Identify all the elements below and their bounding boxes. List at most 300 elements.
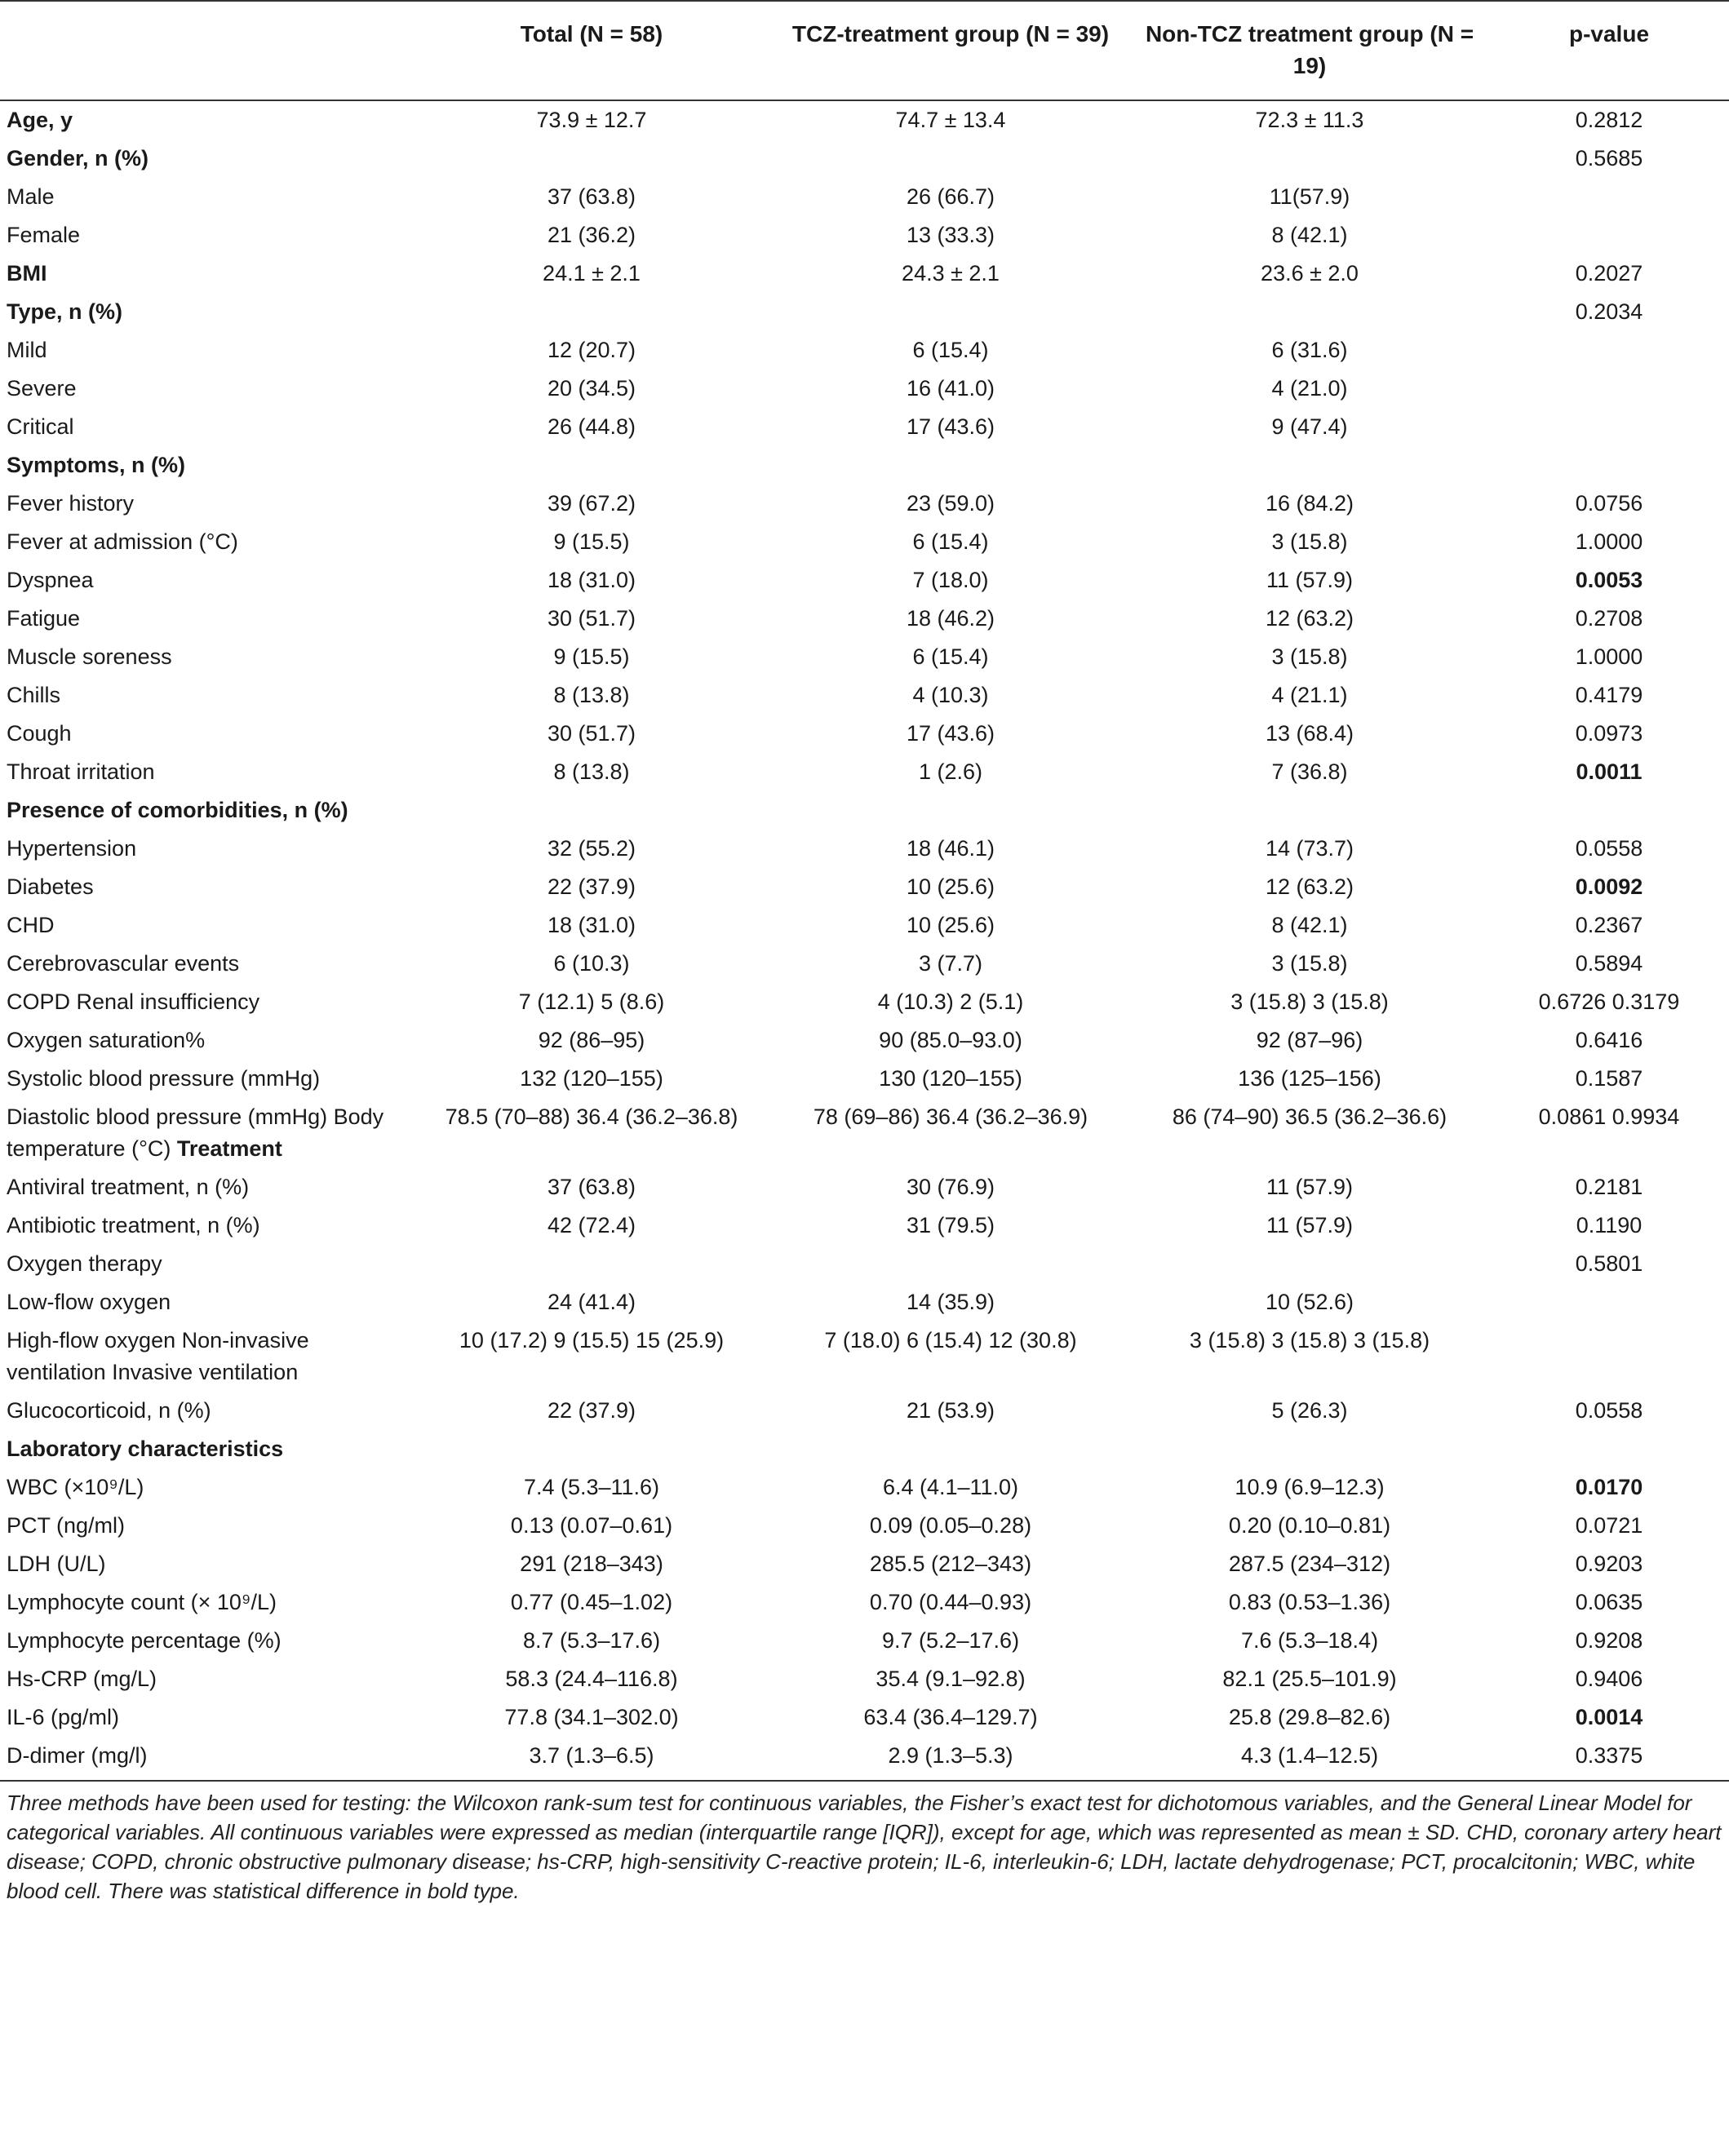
cell-nontcz: 7 (36.8) — [1271, 759, 1348, 784]
cell-total: 291 (218–343) — [412, 1545, 771, 1583]
cell-pvalue: 0.0721 — [1575, 1513, 1643, 1538]
cell-nontcz: 136 (125–156) — [1238, 1066, 1381, 1091]
row-label — [0, 446, 412, 485]
table-row — [0, 139, 1729, 178]
cell-tcz: 10 (25.6) — [906, 913, 995, 937]
row-label-text: Hs-CRP (mg/L) — [7, 1667, 157, 1691]
cell-nontcz: 3 (15.8) — [1271, 529, 1348, 554]
row-label-text: Lymphocyte count (× 10⁹/L) — [7, 1590, 277, 1614]
header-label — [0, 1, 412, 100]
table-row — [0, 178, 1729, 216]
row-label-text: Laboratory characteristics — [7, 1437, 284, 1461]
table-row — [0, 1583, 1729, 1622]
table-footnote: Three methods have been used for testing: the Wilcoxon rank-sum test for continuous variables, the Fisher’s exact test for dichotomous variables, and the General Linear Model for categorical variables. All continuous variables were expressed as median (interquartile range [IQR]), except for age, which was represented as mean ± SD. CHD, coronary artery heart disease; COPD, chronic obstructive pulmonary disease; hs-CRP, high-sensitivity C-reactive protein; IL-6, interleukin-6; LDH, lactate dehydrogenase; PCT, procalcitonin; WBC, white blood cell. There was statistical difference in bold type. — [7, 1791, 1722, 1903]
cell-pvalue: 0.1190 — [1489, 1206, 1729, 1245]
cell-tcz: 285.5 (212–343) — [771, 1545, 1130, 1583]
cell-tcz: 18 (46.1) — [906, 836, 995, 861]
cell-tcz: 17 (43.6) — [771, 408, 1130, 446]
cell-pvalue: 0.1587 — [1575, 1066, 1643, 1091]
row-label-text: Type, n (%) — [7, 299, 123, 324]
table-row — [0, 983, 1729, 1021]
table-row — [0, 1660, 1729, 1698]
header-pvalue — [1489, 1, 1729, 100]
cell-nontcz: 72.3 ± 11.3 — [1130, 100, 1489, 139]
cell-pvalue: 0.5801 — [1575, 1251, 1643, 1276]
table-row — [0, 600, 1729, 638]
cell-tcz: 4 (10.3) 2 (5.1) — [877, 989, 1024, 1014]
cell-pvalue: 0.0558 — [1489, 1392, 1729, 1430]
cell-tcz: 4 (10.3) — [912, 683, 989, 707]
cell-pvalue: 0.0861 0.9934 — [1489, 1098, 1729, 1168]
row-label-text: WBC (×10⁹/L) — [7, 1475, 144, 1499]
cell-nontcz: 13 (68.4) — [1130, 715, 1489, 753]
row-label-text: Fatigue — [7, 606, 81, 631]
row-label-text: BMI — [7, 261, 47, 286]
table-row — [0, 561, 1729, 600]
cell-total: 32 (55.2) — [547, 836, 636, 861]
row-label-text: CHD — [7, 913, 55, 937]
table-row — [0, 1098, 1729, 1168]
cell-nontcz: 287.5 (234–312) — [1130, 1545, 1489, 1583]
row-label-text: Oxygen therapy — [7, 1251, 162, 1276]
row-label-text: Diabetes — [7, 874, 94, 899]
row-label — [0, 370, 412, 408]
cell-nontcz: 12 (63.2) — [1130, 868, 1489, 906]
cell-pvalue: 0.9203 — [1489, 1545, 1729, 1583]
row-label — [0, 676, 412, 715]
cell-total: 6 (10.3) — [412, 945, 771, 983]
cell-pvalue — [1489, 446, 1729, 485]
cell-tcz: 24.3 ± 2.1 — [771, 255, 1130, 293]
row-label — [0, 638, 412, 676]
cell-total: 22 (37.9) — [412, 1392, 771, 1430]
row-label-text: Oxygen saturation% — [7, 1028, 206, 1052]
cell-tcz — [771, 1430, 1130, 1468]
cell-total: 37 (63.8) — [547, 1175, 636, 1199]
cell-pvalue: 0.0092 — [1489, 868, 1729, 906]
row-label-text: Antiviral treatment, n (%) — [7, 1175, 250, 1199]
cell-nontcz: 11(57.9) — [1130, 178, 1489, 216]
cell-pvalue: 0.4179 — [1575, 683, 1643, 707]
table-body — [0, 100, 1729, 1781]
cell-total: 0.13 (0.07–0.61) — [510, 1513, 673, 1538]
table-row — [0, 830, 1729, 868]
row-label — [0, 1622, 412, 1660]
cell-tcz: 31 (79.5) — [771, 1206, 1130, 1245]
cell-nontcz: 9 (47.4) — [1130, 408, 1489, 446]
cell-total: 30 (51.7) — [547, 606, 636, 631]
cell-tcz: 7 (18.0) 6 (15.4) 12 (30.8) — [824, 1328, 1077, 1352]
row-label-text: Female — [7, 223, 81, 247]
cell-total: 0.77 (0.45–1.02) — [510, 1590, 673, 1614]
table-row — [0, 1430, 1729, 1468]
cell-tcz: 1 (2.6) — [918, 759, 983, 784]
cell-total: 42 (72.4) — [412, 1206, 771, 1245]
row-label-text: Cerebrovascular events — [7, 951, 240, 976]
cell-total: 3.7 (1.3–6.5) — [412, 1737, 771, 1781]
row-label-section-tail: Treatment — [176, 1136, 282, 1161]
cell-nontcz: 4 (21.0) — [1271, 376, 1348, 401]
cell-pvalue — [1489, 1283, 1729, 1321]
table-row — [0, 868, 1729, 906]
cell-nontcz: 10 (52.6) — [1130, 1283, 1489, 1321]
cell-tcz: 10 (25.6) — [771, 868, 1130, 906]
row-label — [0, 1545, 412, 1583]
row-label — [0, 1206, 412, 1245]
cell-tcz: 6 (15.4) — [771, 331, 1130, 370]
cell-nontcz — [1130, 139, 1489, 178]
table-row — [0, 676, 1729, 715]
cell-tcz — [771, 139, 1130, 178]
cell-total — [412, 1245, 771, 1283]
row-label — [0, 1283, 412, 1321]
cell-nontcz: 3 (15.8) — [1130, 945, 1489, 983]
row-label-text: Throat irritation — [7, 759, 155, 784]
header-tcz-text: TCZ-treatment group (N = 39) — [791, 21, 1110, 46]
cell-nontcz: 25.8 (29.8–82.6) — [1130, 1698, 1489, 1737]
header-total — [412, 1, 771, 100]
table-row — [0, 638, 1729, 676]
row-label-text: Diastolic blood pressure (mmHg) Body temperature (°C) — [7, 1105, 384, 1161]
table-row — [0, 1283, 1729, 1321]
table-row — [0, 446, 1729, 485]
header-total-text: Total (N = 58) — [520, 21, 663, 46]
cell-nontcz: 3 (15.8) — [1130, 638, 1489, 676]
cell-nontcz — [1130, 446, 1489, 485]
cell-tcz: 6 (15.4) — [912, 529, 989, 554]
cell-nontcz: 0.20 (0.10–0.81) — [1228, 1513, 1391, 1538]
cell-pvalue: 0.6416 — [1489, 1021, 1729, 1060]
cell-pvalue: 0.0756 — [1489, 485, 1729, 523]
cell-total — [412, 293, 771, 331]
table-row — [0, 523, 1729, 561]
row-label — [0, 1583, 412, 1622]
cell-nontcz — [1130, 1245, 1489, 1283]
cell-nontcz: 7.6 (5.3–18.4) — [1130, 1622, 1489, 1660]
cell-pvalue: 0.2812 — [1489, 100, 1729, 139]
row-label-text: LDH (U/L) — [7, 1552, 106, 1576]
row-label-text: Fever history — [7, 491, 135, 516]
cell-nontcz: 92 (87–96) — [1130, 1021, 1489, 1060]
row-label-text: Age, y — [7, 108, 73, 132]
row-label-text: COPD Renal insufficiency — [7, 989, 260, 1014]
row-label — [0, 715, 412, 753]
table-row — [0, 945, 1729, 983]
cell-pvalue: 0.0558 — [1575, 836, 1643, 861]
table-row — [0, 1060, 1729, 1098]
row-label-text: Dyspnea — [7, 568, 94, 592]
cell-tcz: 6.4 (4.1–11.0) — [771, 1468, 1130, 1507]
cell-tcz — [771, 293, 1130, 331]
header-pvalue-text: p-value — [1568, 21, 1650, 46]
cell-tcz: 0.09 (0.05–0.28) — [869, 1513, 1032, 1538]
cell-pvalue: 0.0014 — [1489, 1698, 1729, 1737]
row-label-text: D-dimer (mg/l) — [7, 1743, 148, 1768]
row-label-text: Male — [7, 184, 55, 209]
row-label-text: IL-6 (pg/ml) — [7, 1705, 120, 1729]
cell-pvalue: 0.0973 — [1489, 715, 1729, 753]
table-row — [0, 408, 1729, 446]
table-row — [0, 1507, 1729, 1545]
cell-pvalue: 0.5685 — [1575, 146, 1643, 170]
cell-total: 30 (51.7) — [412, 715, 771, 753]
cell-total: 132 (120–155) — [520, 1066, 663, 1091]
table-row — [0, 1021, 1729, 1060]
cell-tcz: 63.4 (36.4–129.7) — [771, 1698, 1130, 1737]
cell-pvalue — [1489, 408, 1729, 446]
row-label — [0, 1507, 412, 1545]
cell-total: 77.8 (34.1–302.0) — [412, 1698, 771, 1737]
cell-tcz: 7 (18.0) — [771, 561, 1130, 600]
cell-pvalue: 0.2181 — [1575, 1175, 1643, 1199]
cell-total: 26 (44.8) — [412, 408, 771, 446]
row-label — [0, 485, 412, 523]
row-label — [0, 139, 412, 178]
cell-nontcz: 23.6 ± 2.0 — [1130, 255, 1489, 293]
cell-tcz: 0.70 (0.44–0.93) — [869, 1590, 1032, 1614]
cell-tcz: 18 (46.2) — [906, 606, 995, 631]
cell-nontcz: 12 (63.2) — [1265, 606, 1354, 631]
cell-nontcz: 5 (26.3) — [1130, 1392, 1489, 1430]
cell-tcz: 6 (15.4) — [771, 638, 1130, 676]
cell-pvalue: 0.9208 — [1489, 1622, 1729, 1660]
cell-pvalue: 0.5894 — [1489, 945, 1729, 983]
row-label-text: Antibiotic treatment, n (%) — [7, 1213, 260, 1237]
row-label-text: Severe — [7, 376, 77, 401]
cell-total: 7.4 (5.3–11.6) — [412, 1468, 771, 1507]
cell-total: 21 (36.2) — [547, 223, 636, 247]
cell-tcz: 14 (35.9) — [771, 1283, 1130, 1321]
row-label — [0, 1468, 412, 1507]
cell-tcz: 130 (120–155) — [879, 1066, 1022, 1091]
cell-pvalue: 0.3375 — [1489, 1737, 1729, 1781]
row-label — [0, 753, 412, 791]
cell-nontcz: 16 (84.2) — [1130, 485, 1489, 523]
row-label-text: Glucocorticoid, n (%) — [7, 1398, 211, 1423]
row-label — [0, 216, 412, 255]
row-label — [0, 1168, 412, 1206]
table-row — [0, 1168, 1729, 1206]
row-label-text: Low-flow oxygen — [7, 1290, 171, 1314]
row-label-text: Presence of comorbidities, n (%) — [7, 798, 348, 822]
header-row — [0, 1, 1729, 100]
cell-tcz: 21 (53.9) — [771, 1392, 1130, 1430]
cell-total: 24.1 ± 2.1 — [412, 255, 771, 293]
cell-total: 12 (20.7) — [412, 331, 771, 370]
row-label — [0, 1245, 412, 1283]
cell-nontcz: 10.9 (6.9–12.3) — [1130, 1468, 1489, 1507]
cell-pvalue: 0.0053 — [1489, 561, 1729, 600]
row-label — [0, 791, 412, 830]
cell-pvalue — [1489, 1430, 1729, 1468]
row-label — [0, 1698, 412, 1737]
cell-total — [412, 446, 771, 485]
row-label-text: Chills — [7, 683, 61, 707]
table-row — [0, 1206, 1729, 1245]
cell-total: 18 (31.0) — [412, 561, 771, 600]
cell-total: 92 (86–95) — [412, 1021, 771, 1060]
cell-tcz: 17 (43.6) — [771, 715, 1130, 753]
cell-nontcz: 11 (57.9) — [1130, 1206, 1489, 1245]
table-row — [0, 1622, 1729, 1660]
cell-tcz: 9.7 (5.2–17.6) — [771, 1622, 1130, 1660]
cell-tcz: 16 (41.0) — [906, 376, 995, 401]
row-label-text: Fever at admission (°C) — [7, 529, 238, 554]
row-label-text: Lymphocyte percentage (%) — [7, 1628, 282, 1653]
cell-tcz: 26 (66.7) — [771, 178, 1130, 216]
cell-nontcz — [1130, 1430, 1489, 1468]
cell-total: 8 (13.8) — [553, 759, 630, 784]
cell-total: 20 (34.5) — [547, 376, 636, 401]
cell-pvalue — [1489, 216, 1729, 255]
row-label — [0, 945, 412, 983]
cell-pvalue: 1.0000 — [1489, 638, 1729, 676]
table-row — [0, 293, 1729, 331]
row-label — [0, 868, 412, 906]
table-row — [0, 1245, 1729, 1283]
cell-total: 78.5 (70–88) 36.4 (36.2–36.8) — [412, 1098, 771, 1168]
cell-total: 8 (13.8) — [553, 683, 630, 707]
cell-tcz — [771, 791, 1130, 830]
cell-pvalue: 0.2027 — [1489, 255, 1729, 293]
cell-nontcz: 3 (15.8) 3 (15.8) 3 (15.8) — [1189, 1328, 1430, 1352]
row-label-text: PCT (ng/ml) — [7, 1513, 126, 1538]
table-row — [0, 1321, 1729, 1392]
row-label — [0, 1098, 412, 1168]
cell-total: 10 (17.2) 9 (15.5) 15 (25.9) — [459, 1328, 725, 1352]
cell-pvalue — [1489, 370, 1729, 408]
cell-tcz: 90 (85.0–93.0) — [771, 1021, 1130, 1060]
cell-pvalue — [1489, 331, 1729, 370]
table-row — [0, 1698, 1729, 1737]
cell-pvalue: 0.2708 — [1575, 606, 1643, 631]
cell-pvalue — [1489, 791, 1729, 830]
row-label — [0, 1660, 412, 1698]
cell-total: 9 (15.5) — [412, 638, 771, 676]
cell-tcz: 74.7 ± 13.4 — [771, 100, 1130, 139]
row-label — [0, 561, 412, 600]
row-label — [0, 1430, 412, 1468]
cell-tcz: 3 (7.7) — [771, 945, 1130, 983]
cell-nontcz: 4 (21.1) — [1271, 683, 1348, 707]
row-label — [0, 178, 412, 216]
row-label — [0, 1060, 412, 1098]
table-row — [0, 1392, 1729, 1430]
cell-tcz — [771, 446, 1130, 485]
row-label — [0, 100, 412, 139]
cell-pvalue: 0.0170 — [1489, 1468, 1729, 1507]
row-label — [0, 1021, 412, 1060]
cell-pvalue: 0.0011 — [1576, 759, 1643, 784]
cell-total — [412, 1430, 771, 1468]
table-row — [0, 100, 1729, 139]
cell-pvalue: 0.9406 — [1575, 1667, 1643, 1691]
cell-total: 7 (12.1) 5 (8.6) — [518, 989, 665, 1014]
table-row — [0, 216, 1729, 255]
table-row — [0, 1737, 1729, 1781]
row-label — [0, 523, 412, 561]
row-label-text: Mild — [7, 338, 47, 362]
cell-tcz — [771, 1245, 1130, 1283]
table-row — [0, 370, 1729, 408]
cell-total: 58.3 (24.4–116.8) — [505, 1667, 678, 1691]
row-label — [0, 408, 412, 446]
cell-nontcz: 4.3 (1.4–12.5) — [1130, 1737, 1489, 1781]
row-label-text: Systolic blood pressure (mmHg) — [7, 1066, 321, 1091]
row-label — [0, 830, 412, 868]
cell-nontcz: 8 (42.1) — [1271, 913, 1348, 937]
cell-total — [412, 791, 771, 830]
cell-total: 73.9 ± 12.7 — [412, 100, 771, 139]
cell-total: 24 (41.4) — [412, 1283, 771, 1321]
row-label — [0, 331, 412, 370]
cell-pvalue — [1489, 1321, 1729, 1392]
table-row — [0, 485, 1729, 523]
cell-total: 9 (15.5) — [553, 529, 630, 554]
row-label-text: Gender, n (%) — [7, 146, 149, 170]
cell-nontcz: 11 (57.9) — [1266, 1175, 1354, 1199]
cell-nontcz: 82.1 (25.5–101.9) — [1222, 1667, 1397, 1691]
cell-pvalue — [1489, 178, 1729, 216]
header-tcz — [771, 1, 1130, 100]
cell-tcz: 78 (69–86) 36.4 (36.2–36.9) — [771, 1098, 1130, 1168]
row-label-text: Symptoms, n (%) — [7, 453, 186, 477]
cell-nontcz: 3 (15.8) 3 (15.8) — [1230, 989, 1389, 1014]
table-row — [0, 1545, 1729, 1583]
table-row — [0, 906, 1729, 945]
cell-total: 8.7 (5.3–17.6) — [412, 1622, 771, 1660]
table-row — [0, 1468, 1729, 1507]
row-label — [0, 906, 412, 945]
table-row — [0, 255, 1729, 293]
row-label — [0, 293, 412, 331]
cell-total: 39 (67.2) — [412, 485, 771, 523]
cell-tcz: 35.4 (9.1–92.8) — [876, 1667, 1026, 1691]
cell-tcz: 13 (33.3) — [906, 223, 995, 247]
header-nontcz-text: Non-TCZ treatment group (N = 19) — [1145, 21, 1474, 78]
cell-tcz: 23 (59.0) — [771, 485, 1130, 523]
table-row — [0, 791, 1729, 830]
cell-nontcz: 14 (73.7) — [1265, 836, 1354, 861]
row-label — [0, 1392, 412, 1430]
cell-total: 18 (31.0) — [547, 913, 636, 937]
cell-nontcz: 8 (42.1) — [1271, 223, 1348, 247]
cell-nontcz: 6 (31.6) — [1130, 331, 1489, 370]
row-label-text: Critical — [7, 414, 74, 439]
cell-pvalue: 1.0000 — [1575, 529, 1643, 554]
cell-pvalue: 0.2034 — [1575, 299, 1643, 324]
cell-total: 37 (63.8) — [412, 178, 771, 216]
row-label — [0, 255, 412, 293]
cell-tcz: 30 (76.9) — [906, 1175, 995, 1199]
header-nontcz — [1130, 1, 1489, 100]
cell-total — [412, 139, 771, 178]
cell-pvalue: 0.0635 — [1575, 1590, 1643, 1614]
row-label — [0, 1737, 412, 1781]
cell-pvalue: 0.6726 0.3179 — [1538, 989, 1680, 1014]
row-label — [0, 600, 412, 638]
cell-nontcz: 0.83 (0.53–1.36) — [1228, 1590, 1391, 1614]
table-row — [0, 715, 1729, 753]
table-row — [0, 753, 1729, 791]
row-label-text: Hypertension — [7, 836, 137, 861]
cell-total: 22 (37.9) — [412, 868, 771, 906]
row-label-text: High-flow oxygen Non-invasive ventilation Invasive ventilation — [7, 1328, 309, 1384]
row-label-text: Muscle soreness — [7, 644, 172, 669]
row-label-text: Cough — [7, 721, 72, 746]
cell-nontcz — [1130, 293, 1489, 331]
cell-tcz: 2.9 (1.3–5.3) — [771, 1737, 1130, 1781]
